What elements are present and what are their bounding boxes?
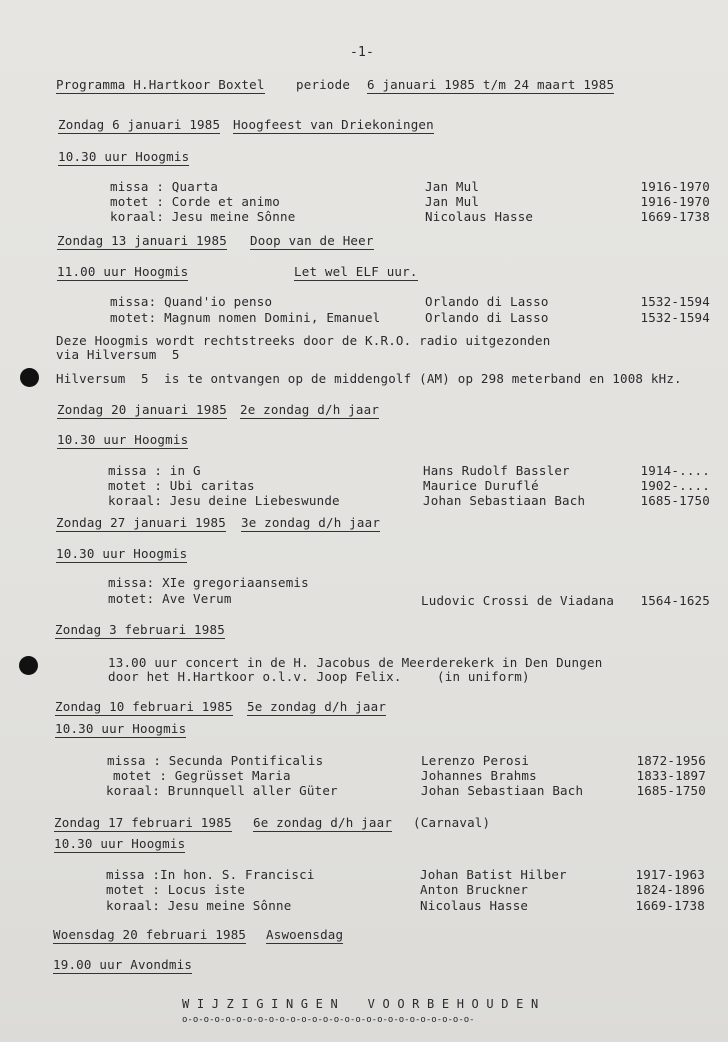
s4-row-1-years: 1564-1625 bbox=[640, 593, 710, 608]
s3-row-2-composer: Johan Sebastiaan Bach bbox=[423, 493, 586, 508]
s6-row-0-composer: Lerenzo Perosi bbox=[421, 753, 530, 768]
s2-row-1-years: 1532-1594 bbox=[640, 310, 710, 325]
footer-notice: W I J Z I G I N G E N V O O R B E H O U D E N bbox=[182, 997, 539, 1011]
s1-row-2-years: 1669-1738 bbox=[640, 209, 710, 224]
s6-row-2-years: 1685-1750 bbox=[636, 783, 706, 798]
s1-row-1-years: 1916-1970 bbox=[640, 194, 710, 209]
s6-row-1-label: motet : Gegrüsset Maria bbox=[113, 768, 291, 783]
s6-row-0-label: missa : Secunda Pontificalis bbox=[107, 753, 324, 768]
s6-date: Zondag 10 februari 1985 bbox=[55, 699, 233, 714]
s2-row-1-composer: Orlando di Lasso bbox=[425, 310, 549, 325]
s1-row-2-composer: Nicolaus Hasse bbox=[425, 209, 534, 224]
s7-time: 10.30 uur Hoogmis bbox=[54, 836, 186, 851]
s5-line-1: 13.00 uur concert in de H. Jacobus de Meerderekerk in Den Dungen bbox=[108, 655, 603, 670]
program-period-label: periode bbox=[296, 77, 351, 92]
s7-row-2-years: 1669-1738 bbox=[635, 898, 705, 913]
s8-feast: Aswoensdag bbox=[266, 927, 344, 942]
s4-time: 10.30 uur Hoogmis bbox=[56, 546, 188, 561]
s7-row-2-label: koraal: Jesu meine Sônne bbox=[106, 898, 292, 913]
s7-extra: (Carnaval) bbox=[413, 815, 491, 830]
footer-ornament: o-o-o-o-o-o-o-o-o-o-o-o-o-o-o-o-o-o-o-o-o-o-o-o-o-o-o- bbox=[182, 1015, 475, 1025]
s4-date: Zondag 27 januari 1985 bbox=[56, 515, 226, 530]
s4-feast: 3e zondag d/h jaar bbox=[241, 515, 381, 530]
s2-row-0-label: missa: Quand'io penso bbox=[110, 294, 273, 309]
s7-row-1-label: motet : Locus iste bbox=[106, 882, 246, 897]
s1-date: Zondag 6 januari 1985 bbox=[58, 117, 221, 132]
s4-row-1-composer: Ludovic Crossi de Viadana bbox=[421, 593, 615, 608]
s6-row-2-label: koraal: Brunnquell aller Güter bbox=[106, 783, 338, 798]
s3-row-2-label: koraal: Jesu deine Liebeswunde bbox=[108, 493, 340, 508]
s1-row-0-label: missa : Quarta bbox=[110, 179, 219, 194]
s7-date: Zondag 17 februari 1985 bbox=[54, 815, 232, 830]
page-number: -1- bbox=[350, 45, 375, 60]
s3-row-2-years: 1685-1750 bbox=[640, 493, 710, 508]
s4-row-0-label: missa: XIe gregoriaansemis bbox=[108, 575, 309, 590]
s1-row-0-composer: Jan Mul bbox=[425, 179, 480, 194]
s2-row-0-composer: Orlando di Lasso bbox=[425, 294, 549, 309]
punch-hole-bottom bbox=[19, 656, 38, 675]
s7-row-1-composer: Anton Bruckner bbox=[420, 882, 529, 897]
s6-row-2-composer: Johan Sebastiaan Bach bbox=[421, 783, 584, 798]
s2-broadcast-line-1: Deze Hoogmis wordt rechtstreeks door de K.R.O. radio uitgezonden bbox=[56, 333, 551, 348]
s3-row-1-composer: Maurice Duruflé bbox=[423, 478, 539, 493]
s7-row-0-years: 1917-1963 bbox=[635, 867, 705, 882]
s6-row-1-years: 1833-1897 bbox=[636, 768, 706, 783]
s4-row-1-label: motet: Ave Verum bbox=[108, 591, 232, 606]
s3-time: 10.30 uur Hoogmis bbox=[57, 432, 189, 447]
s6-row-1-composer: Johannes Brahms bbox=[421, 768, 537, 783]
s2-row-0-years: 1532-1594 bbox=[640, 294, 710, 309]
s2-row-1-label: motet: Magnum nomen Domini, Emanuel bbox=[110, 310, 381, 325]
s8-time: 19.00 uur Avondmis bbox=[53, 957, 193, 972]
s2-time: 11.00 uur Hoogmis bbox=[57, 264, 189, 279]
s6-row-0-years: 1872-1956 bbox=[636, 753, 706, 768]
s1-feast: Hoogfeest van Driekoningen bbox=[233, 117, 434, 132]
punch-hole-top bbox=[20, 368, 39, 387]
s1-row-1-composer: Jan Mul bbox=[425, 194, 480, 209]
s1-row-2-label: koraal: Jesu meine Sônne bbox=[110, 209, 296, 224]
s3-row-0-composer: Hans Rudolf Bassler bbox=[423, 463, 570, 478]
program-title: Programma H.Hartkoor Boxtel bbox=[56, 77, 265, 92]
s1-time: 10.30 uur Hoogmis bbox=[58, 149, 190, 164]
s7-row-2-composer: Nicolaus Hasse bbox=[420, 898, 529, 913]
s3-row-1-label: motet : Ubi caritas bbox=[108, 478, 255, 493]
s5-line-2: door het H.Hartkoor o.l.v. Joop Felix. bbox=[108, 669, 402, 684]
s6-time: 10.30 uur Hoogmis bbox=[55, 721, 187, 736]
s2-broadcast-line-2: via Hilversum 5 bbox=[56, 347, 180, 362]
s3-row-0-label: missa : in G bbox=[108, 463, 201, 478]
s1-row-1-label: motet : Corde et animo bbox=[110, 194, 280, 209]
s5-date: Zondag 3 februari 1985 bbox=[55, 622, 225, 637]
s1-row-0-years: 1916-1970 bbox=[640, 179, 710, 194]
program-period-range: 6 januari 1985 t/m 24 maart 1985 bbox=[367, 77, 615, 92]
s5-line-2-note: (in uniform) bbox=[437, 669, 530, 684]
s3-feast: 2e zondag d/h jaar bbox=[240, 402, 380, 417]
s3-row-0-years: 1914-.... bbox=[640, 463, 710, 478]
s2-date: Zondag 13 januari 1985 bbox=[57, 233, 227, 248]
s7-row-0-composer: Johan Batist Hilber bbox=[420, 867, 567, 882]
s6-feast: 5e zondag d/h jaar bbox=[247, 699, 387, 714]
s8-date: Woensdag 20 februari 1985 bbox=[53, 927, 247, 942]
s2-note: Let wel ELF uur. bbox=[294, 264, 418, 279]
s3-date: Zondag 20 januari 1985 bbox=[57, 402, 227, 417]
s2-feast: Doop van de Heer bbox=[250, 233, 374, 248]
s7-feast: 6e zondag d/h jaar bbox=[253, 815, 393, 830]
s3-row-1-years: 1902-.... bbox=[640, 478, 710, 493]
s7-row-1-years: 1824-1896 bbox=[635, 882, 705, 897]
s2-broadcast-line-3: Hilversum 5 is te ontvangen op de middengolf (AM) op 298 meterband en 1008 kHz. bbox=[56, 371, 682, 386]
s7-row-0-label: missa :In hon. S. Francisci bbox=[106, 867, 315, 882]
